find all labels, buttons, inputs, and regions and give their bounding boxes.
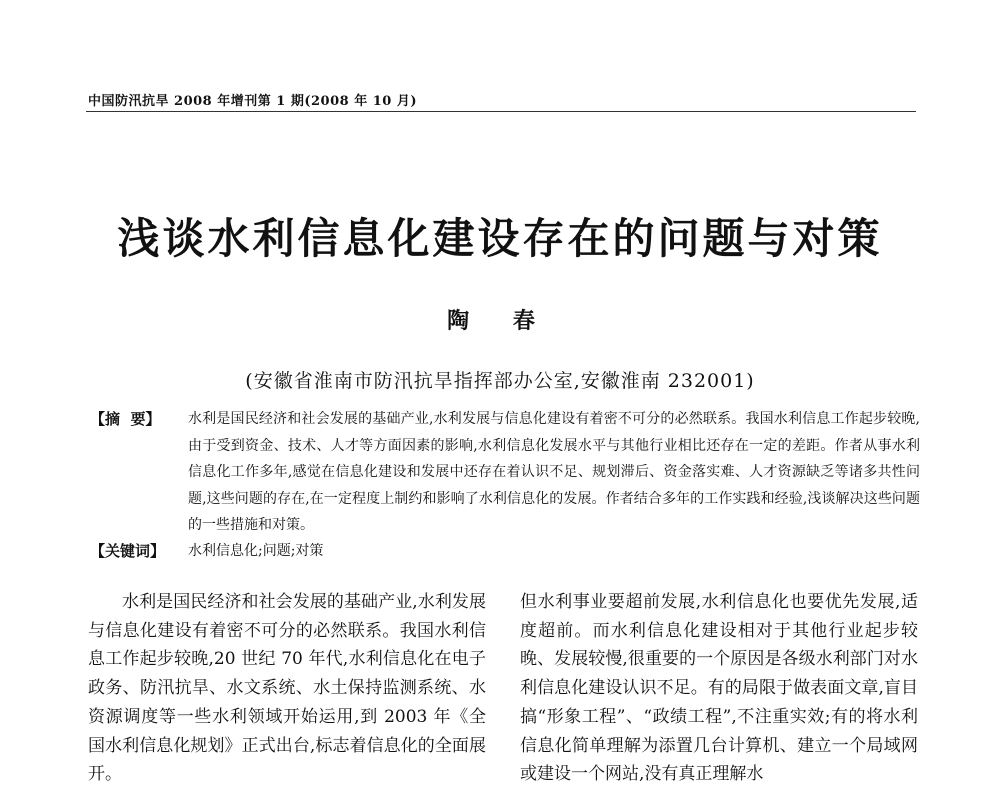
paper-title: 浅谈水利信息化建设存在的问题与对策 bbox=[117, 214, 883, 263]
keywords-text: 水利信息化;问题;对策 bbox=[188, 543, 324, 559]
header-rule bbox=[86, 111, 916, 112]
abstract-text: 水利是国民经济和社会发展的基础产业,水利发展与信息化建设有着密不可分的必然联系。我国水利信息工作起步较晚,由于受到资金、技术、人才等方面因素的影响,水利信息化发展水平与其他行业相比还存在一定的差距。作者从事水利信息化工作多年,感觉在信息化建设和发展中还存在着认识不足、规划滞后、资金落实难、人才资源缺乏等诸多共性问题,这些问题的存在,在一定程度上制约和影响了水利信息化的发展。作者结合多年的工作实践和经验,浅谈解决这些问题的一些措施和对策。 bbox=[188, 411, 920, 533]
keywords-label: 【关键词】 bbox=[90, 542, 166, 560]
body-right-column: 但水利事业要超前发展,水利信息化也要优先发展,适度超前。而水利信息化建设相对于其他行业起步较晚、发展较慢,很重要的一个原因是各级水利部门对水利信息化建设认识不足。有的局限于做表面文章,盲目搞“形象工程”、“政绩工程”,不注重实效;有的将水利信息化简单理解为添置几台计算机、建立一个局域网或建设一个网站,没有真正理解水 bbox=[520, 592, 918, 785]
journal-header: 中国防汛抗旱 2008 年增刊第 1 期(2008 年 10 月) bbox=[88, 94, 417, 109]
author-name: 陶 春 bbox=[447, 308, 553, 334]
abstract-label: 【摘 要】 bbox=[90, 410, 161, 428]
author-affiliation: (安徽省淮南市防汛抗旱指挥部办公室,安徽淮南 232001) bbox=[245, 370, 755, 392]
body-left-column: 水利是国民经济和社会发展的基础产业,水利发展与信息化建设有着密不可分的必然联系。我国水利信息工作起步较晚,20 世纪 70 年代,水利信息化在电子政务、防汛抗旱、水文系统、水土保持监测系统、水资源调度等一些水利领域开始运用,到 2003 年《全国水利信息化规划》正式出台,标志着信息化的全面展开。 bbox=[88, 592, 486, 785]
